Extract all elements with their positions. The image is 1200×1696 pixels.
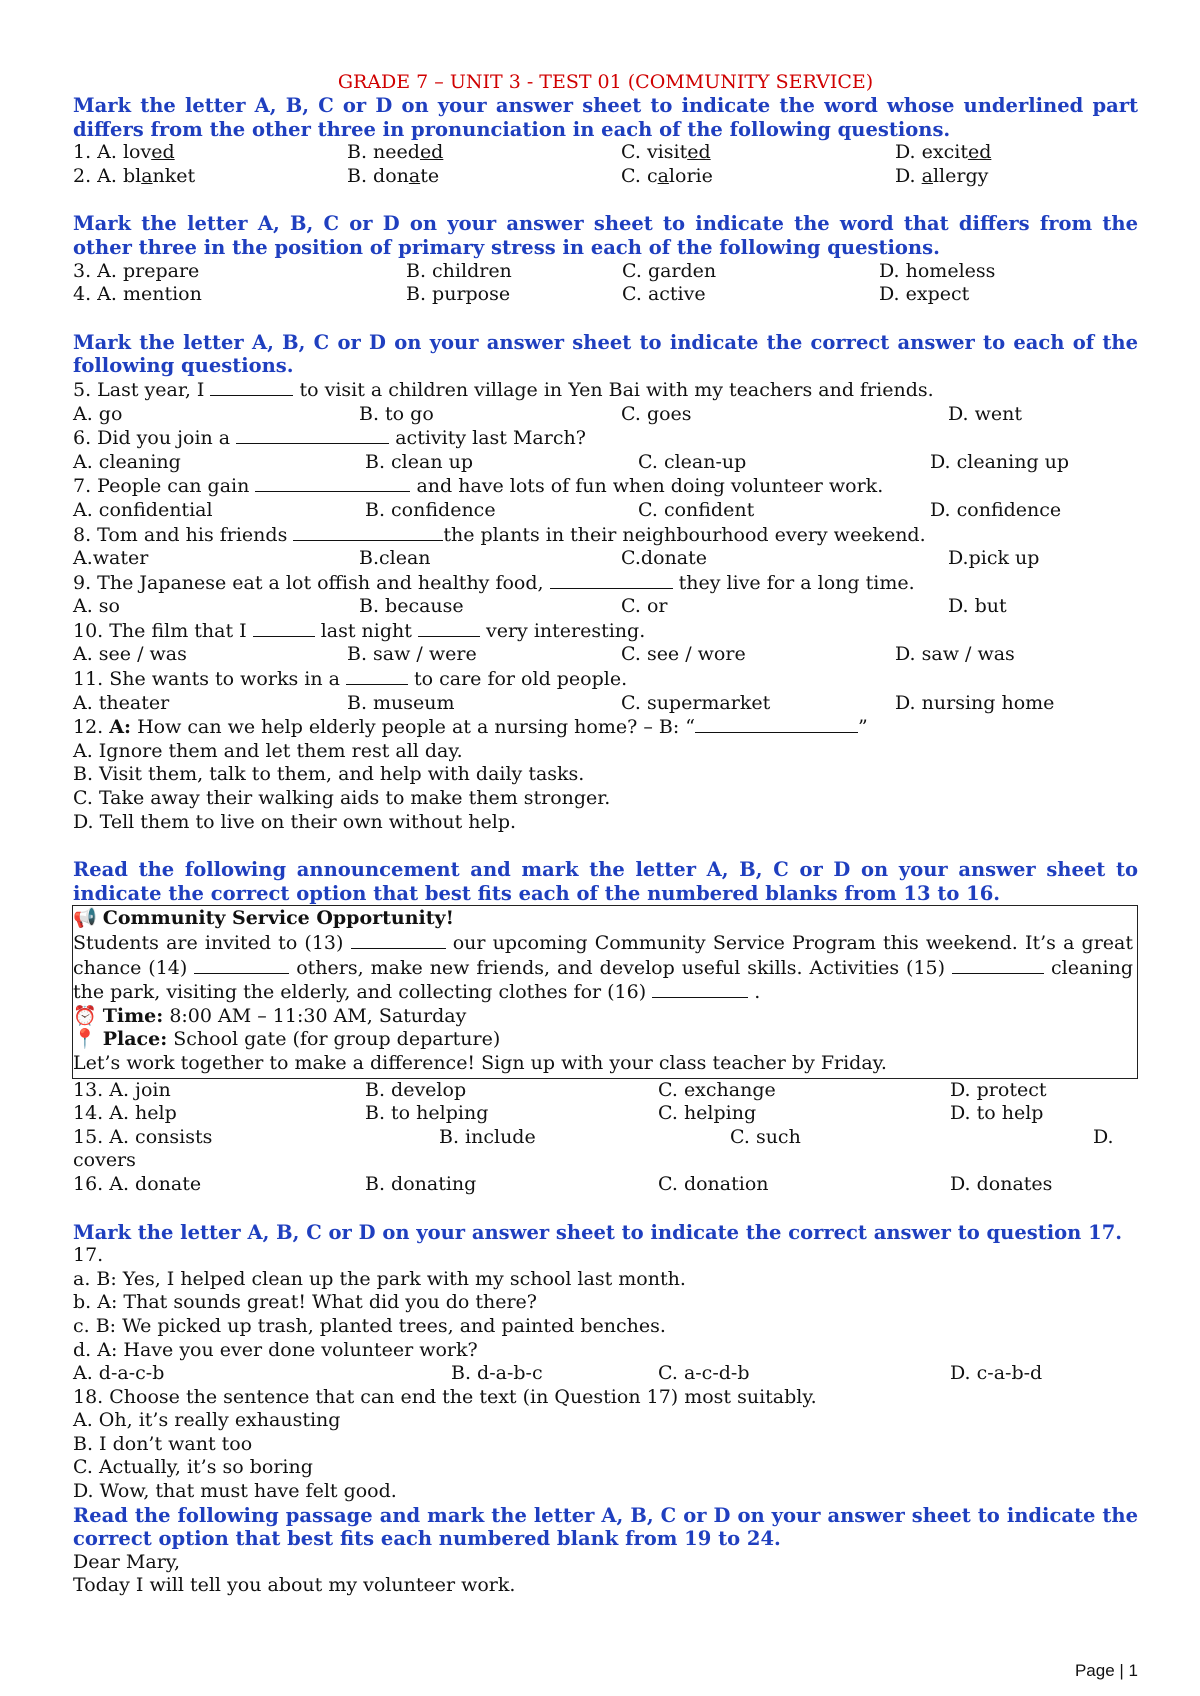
option-c: C. Actually, it’s so boring	[73, 1456, 313, 1479]
option-c: C. clean-up	[638, 450, 747, 473]
page-number: Page | 1	[1074, 1661, 1138, 1680]
question-text: 8. Tom and his friends	[73, 523, 294, 546]
option-d: D. went	[948, 402, 1023, 425]
question-text: the plants in their neighbourhood every weekend.	[443, 523, 926, 546]
underlined-part: a	[657, 164, 669, 187]
question-11	[73, 667, 1138, 692]
question-text: 5. Last year, I	[73, 378, 211, 401]
answer-blank	[418, 619, 480, 637]
question-text: 10. The film that I	[73, 619, 253, 642]
announcement-box	[72, 905, 1138, 1078]
body-text: others, make new friends, and develop useful skills. Activities (15)	[289, 956, 953, 979]
option-text: 2. A. bl	[73, 164, 142, 187]
time-label: Time:	[102, 1004, 164, 1027]
option-b: B. purpose	[406, 283, 511, 306]
speaker-label: A:	[109, 716, 132, 739]
option-c: C. supermarket	[621, 691, 771, 714]
option-b: B. children	[406, 259, 512, 282]
option-a: A. theater	[73, 691, 170, 714]
letter-greeting: Dear Mary,	[73, 1550, 181, 1573]
option-a: A. confidential	[73, 498, 213, 521]
answer-blank	[550, 571, 673, 589]
question-15-wrap: covers	[73, 1149, 136, 1172]
option-d: D.pick up	[948, 547, 1040, 570]
underlined-part: ed	[967, 141, 992, 164]
option-a: 15. A. consists	[73, 1125, 213, 1148]
place-label: Place:	[102, 1028, 168, 1051]
question-6	[73, 426, 1138, 451]
announcement-body	[73, 931, 1133, 1005]
announcement-heading	[73, 907, 1133, 931]
option-text: llergy	[932, 164, 989, 187]
option-b: B. saw / were	[347, 643, 477, 666]
question-8	[73, 523, 1138, 548]
question-17-options	[73, 1362, 1138, 1386]
option-a: A. Ignore them and let them rest all day.	[73, 739, 463, 762]
option-text: te	[420, 164, 440, 187]
question-6-options	[73, 451, 1138, 475]
underlined-part: a	[408, 164, 421, 187]
answer-blank	[351, 931, 446, 949]
option-b: B. I don’t want too	[73, 1432, 253, 1455]
underlined-part: ed	[419, 141, 444, 164]
q2-option-c	[621, 165, 895, 189]
question-9-options	[73, 595, 1138, 619]
option-c: C.donate	[621, 547, 707, 570]
answer-blank	[253, 619, 315, 637]
q1-option-c	[621, 141, 895, 165]
option-d: D. protect	[950, 1078, 1047, 1101]
question-8-options	[73, 547, 1138, 571]
option-a: A. cleaning	[73, 450, 181, 473]
question-text: activity last March?	[389, 427, 586, 450]
question-text: 6. Did you join a	[73, 427, 237, 450]
question-3	[73, 260, 1138, 284]
option-text: nket	[152, 164, 196, 187]
instruction-announcement: Read the following announcement and mark the letter A, B, C or D on your answer sheet to indicate the correct option that best fits each of the numbered blanks from 13 to 16.	[73, 858, 1138, 905]
underlined-part: ed	[687, 141, 711, 164]
option-d: D. confidence	[930, 498, 1062, 521]
option-b: B. clean up	[365, 450, 474, 473]
announcement-closing: Let’s work together to make a difference! Sign up with your class teacher by Friday.	[73, 1051, 887, 1074]
option-text: C. visit	[621, 141, 688, 164]
question-17-number: 17.	[73, 1244, 104, 1267]
time-value: 8:00 AM – 11:30 AM, Saturday	[163, 1004, 467, 1027]
option-d: D.	[1093, 1125, 1114, 1148]
question-4	[73, 283, 1138, 307]
option-b: B. to helping	[365, 1102, 489, 1125]
option-d: D. Tell them to live on their own without help.	[73, 810, 517, 833]
option-c: C. a-c-d-b	[658, 1362, 750, 1385]
answer-blank	[695, 715, 858, 733]
option-b: B.clean	[359, 547, 431, 570]
option-c: C. such	[730, 1125, 801, 1148]
option-c: C. confident	[638, 498, 755, 521]
option-d: D. homeless	[879, 259, 996, 282]
option-text: 1. A. lov	[73, 141, 152, 164]
option-a: 13. A. join	[73, 1078, 171, 1101]
option-a: A. see / was	[73, 643, 187, 666]
option-d: D. but	[948, 595, 1007, 618]
option-c: C. donation	[658, 1172, 769, 1195]
option-c: C. garden	[622, 259, 717, 282]
question-2	[73, 165, 1138, 189]
q2-option-a	[73, 165, 347, 189]
option-text: D.	[895, 164, 922, 187]
option-d: D. expect	[879, 283, 970, 306]
option-b: B. include	[439, 1125, 536, 1148]
option-d: D. c-a-b-d	[950, 1362, 1043, 1385]
body-text: Students are invited to (13)	[73, 932, 351, 954]
question-text: and have lots of fun when doing volunteer work.	[410, 475, 884, 498]
question-5-options	[73, 403, 1138, 427]
question-text: they live for a long time.	[672, 571, 915, 594]
option-a: 3. A. prepare	[73, 259, 200, 282]
answer-blank	[952, 956, 1044, 974]
question-text: How can we help elderly people at a nursing home? – B: “	[131, 716, 695, 739]
question-text: 11. She wants to works in a	[73, 668, 346, 691]
clock-icon: ⏰	[73, 1004, 97, 1027]
question-text: ”	[857, 716, 868, 739]
place-value: School gate (for group departure)	[167, 1028, 501, 1051]
option-b: B. Visit them, talk to them, and help with daily tasks.	[73, 763, 585, 786]
instruction-correct-answer: Mark the letter A, B, C or D on your answer sheet to indicate the correct answer to each of the following questions.	[73, 330, 1138, 378]
dialogue-line-c: c. B: We picked up trash, planted trees, and painted benches.	[73, 1314, 666, 1337]
option-b: B. develop	[365, 1078, 467, 1101]
answer-blank	[293, 523, 443, 541]
underlined-part: a	[141, 164, 153, 187]
question-9	[73, 571, 1138, 596]
option-c: C. exchange	[658, 1078, 776, 1101]
answer-blank	[255, 474, 410, 492]
option-c: C. helping	[658, 1102, 757, 1125]
underlined-part: a	[921, 164, 933, 187]
q1-option-d	[895, 141, 1138, 165]
answer-blank	[210, 378, 293, 396]
announcement-place	[73, 1028, 1133, 1052]
instruction-stress: Mark the letter A, B, C or D on your answer sheet to indicate the word that differs from the other three in the position of primary stress in each of the following questions.	[73, 212, 1138, 259]
answer-blank	[346, 667, 408, 685]
option-b: B. d-a-b-c	[451, 1362, 543, 1385]
question-7	[73, 474, 1138, 499]
question-11-options	[73, 692, 1138, 716]
answer-blank	[194, 956, 289, 974]
option-a: A.water	[73, 547, 149, 570]
body-text: cleaning the park, visiting the elderly, and collecting clothes for (16)	[73, 956, 1133, 1004]
question-5	[73, 378, 1138, 403]
option-c: C. see / wore	[621, 643, 746, 666]
announcement-time	[73, 1005, 1133, 1029]
answer-blank	[652, 980, 748, 998]
dialogue-line-b: b. A: That sounds great! What did you do there?	[73, 1291, 537, 1314]
question-text: 9. The Japanese eat a lot offish and healthy food,	[73, 571, 550, 594]
option-d: D. nursing home	[895, 691, 1055, 714]
question-number: 12.	[73, 716, 110, 739]
body-text: .	[748, 981, 761, 1004]
question-18: 18. Choose the sentence that can end the text (in Question 17) most suitably.	[73, 1385, 817, 1408]
option-c: C. goes	[621, 402, 692, 425]
option-d: D. donates	[950, 1172, 1053, 1195]
option-a: 14. A. help	[73, 1102, 177, 1125]
option-c: C. active	[622, 283, 706, 306]
instruction-pronunciation: Mark the letter A, B, C or D on your answer sheet to indicate the word whose underlined part differs from the other three in pronunciation in each of the following questions.	[73, 94, 1138, 141]
option-c: C. or	[621, 595, 668, 618]
option-a: A. so	[73, 595, 120, 618]
question-13	[73, 1079, 1138, 1103]
question-7-options	[73, 499, 1138, 523]
question-15	[73, 1126, 1138, 1150]
option-text: B. don	[347, 164, 409, 187]
question-10	[73, 619, 1138, 644]
question-text: to visit a children village in Yen Bai with my teachers and friends.	[293, 378, 934, 401]
q1-option-b	[347, 141, 621, 165]
option-b: B. museum	[347, 691, 455, 714]
q1-option-a	[73, 141, 347, 165]
option-text: lorie	[668, 164, 713, 187]
option-a: 16. A. donate	[73, 1172, 202, 1195]
question-text: 7. People can gain	[73, 475, 256, 498]
question-10-options	[73, 643, 1138, 667]
megaphone-icon: 📢	[73, 907, 97, 930]
option-text: B. need	[347, 141, 420, 164]
body-text: our upcoming Community Service Program this weekend. It’s a great chance (14)	[73, 932, 1133, 979]
option-b: B. to go	[359, 402, 434, 425]
pin-icon: 📍	[73, 1028, 97, 1051]
option-a: 4. A. mention	[73, 283, 202, 306]
option-text: D. excit	[895, 141, 968, 164]
option-a: A. d-a-c-b	[73, 1362, 165, 1385]
question-text: to care for old people.	[407, 668, 628, 691]
underlined-part: ed	[151, 141, 175, 164]
dialogue-line-d: d. A: Have you ever done volunteer work?	[73, 1338, 478, 1361]
option-b: B. because	[359, 595, 464, 618]
option-c: C. Take away their walking aids to make them stronger.	[73, 787, 611, 810]
instruction-passage: Read the following passage and mark the letter A, B, C or D on your answer sheet to indicate the correct option that best fits each numbered blank from 19 to 24.	[73, 1503, 1138, 1551]
instruction-question-17: Mark the letter A, B, C or D on your answer sheet to indicate the correct answer to question 17.	[73, 1220, 1123, 1244]
option-d: D. Wow, that must have felt good.	[73, 1480, 397, 1503]
q2-option-b	[347, 165, 621, 189]
option-a: A. Oh, it’s really exhausting	[73, 1409, 341, 1432]
letter-opening: Today I will tell you about my volunteer work.	[73, 1574, 516, 1597]
question-16	[73, 1173, 1138, 1197]
announcement-title: Community Service Opportunity!	[102, 907, 454, 930]
option-d: D. saw / was	[895, 643, 1015, 666]
question-text: last night	[314, 619, 418, 642]
question-14	[73, 1102, 1138, 1126]
option-b: B. confidence	[365, 498, 496, 521]
question-12	[73, 715, 1138, 740]
option-b: B. donating	[365, 1172, 477, 1195]
dialogue-line-a: a. B: Yes, I helped clean up the park with my school last month.	[73, 1267, 686, 1290]
option-a: A. go	[73, 402, 123, 425]
option-d: D. cleaning up	[930, 450, 1070, 473]
worksheet-page	[73, 70, 1138, 1598]
answer-blank	[236, 426, 389, 444]
page-title: GRADE 7 – UNIT 3 - TEST 01 (COMMUNITY SERVICE)	[337, 71, 874, 93]
question-1	[73, 141, 1138, 165]
question-text: very interesting.	[479, 619, 646, 642]
option-text: C. c	[621, 164, 658, 187]
option-d: D. to help	[950, 1102, 1044, 1125]
q2-option-d	[895, 165, 1138, 189]
